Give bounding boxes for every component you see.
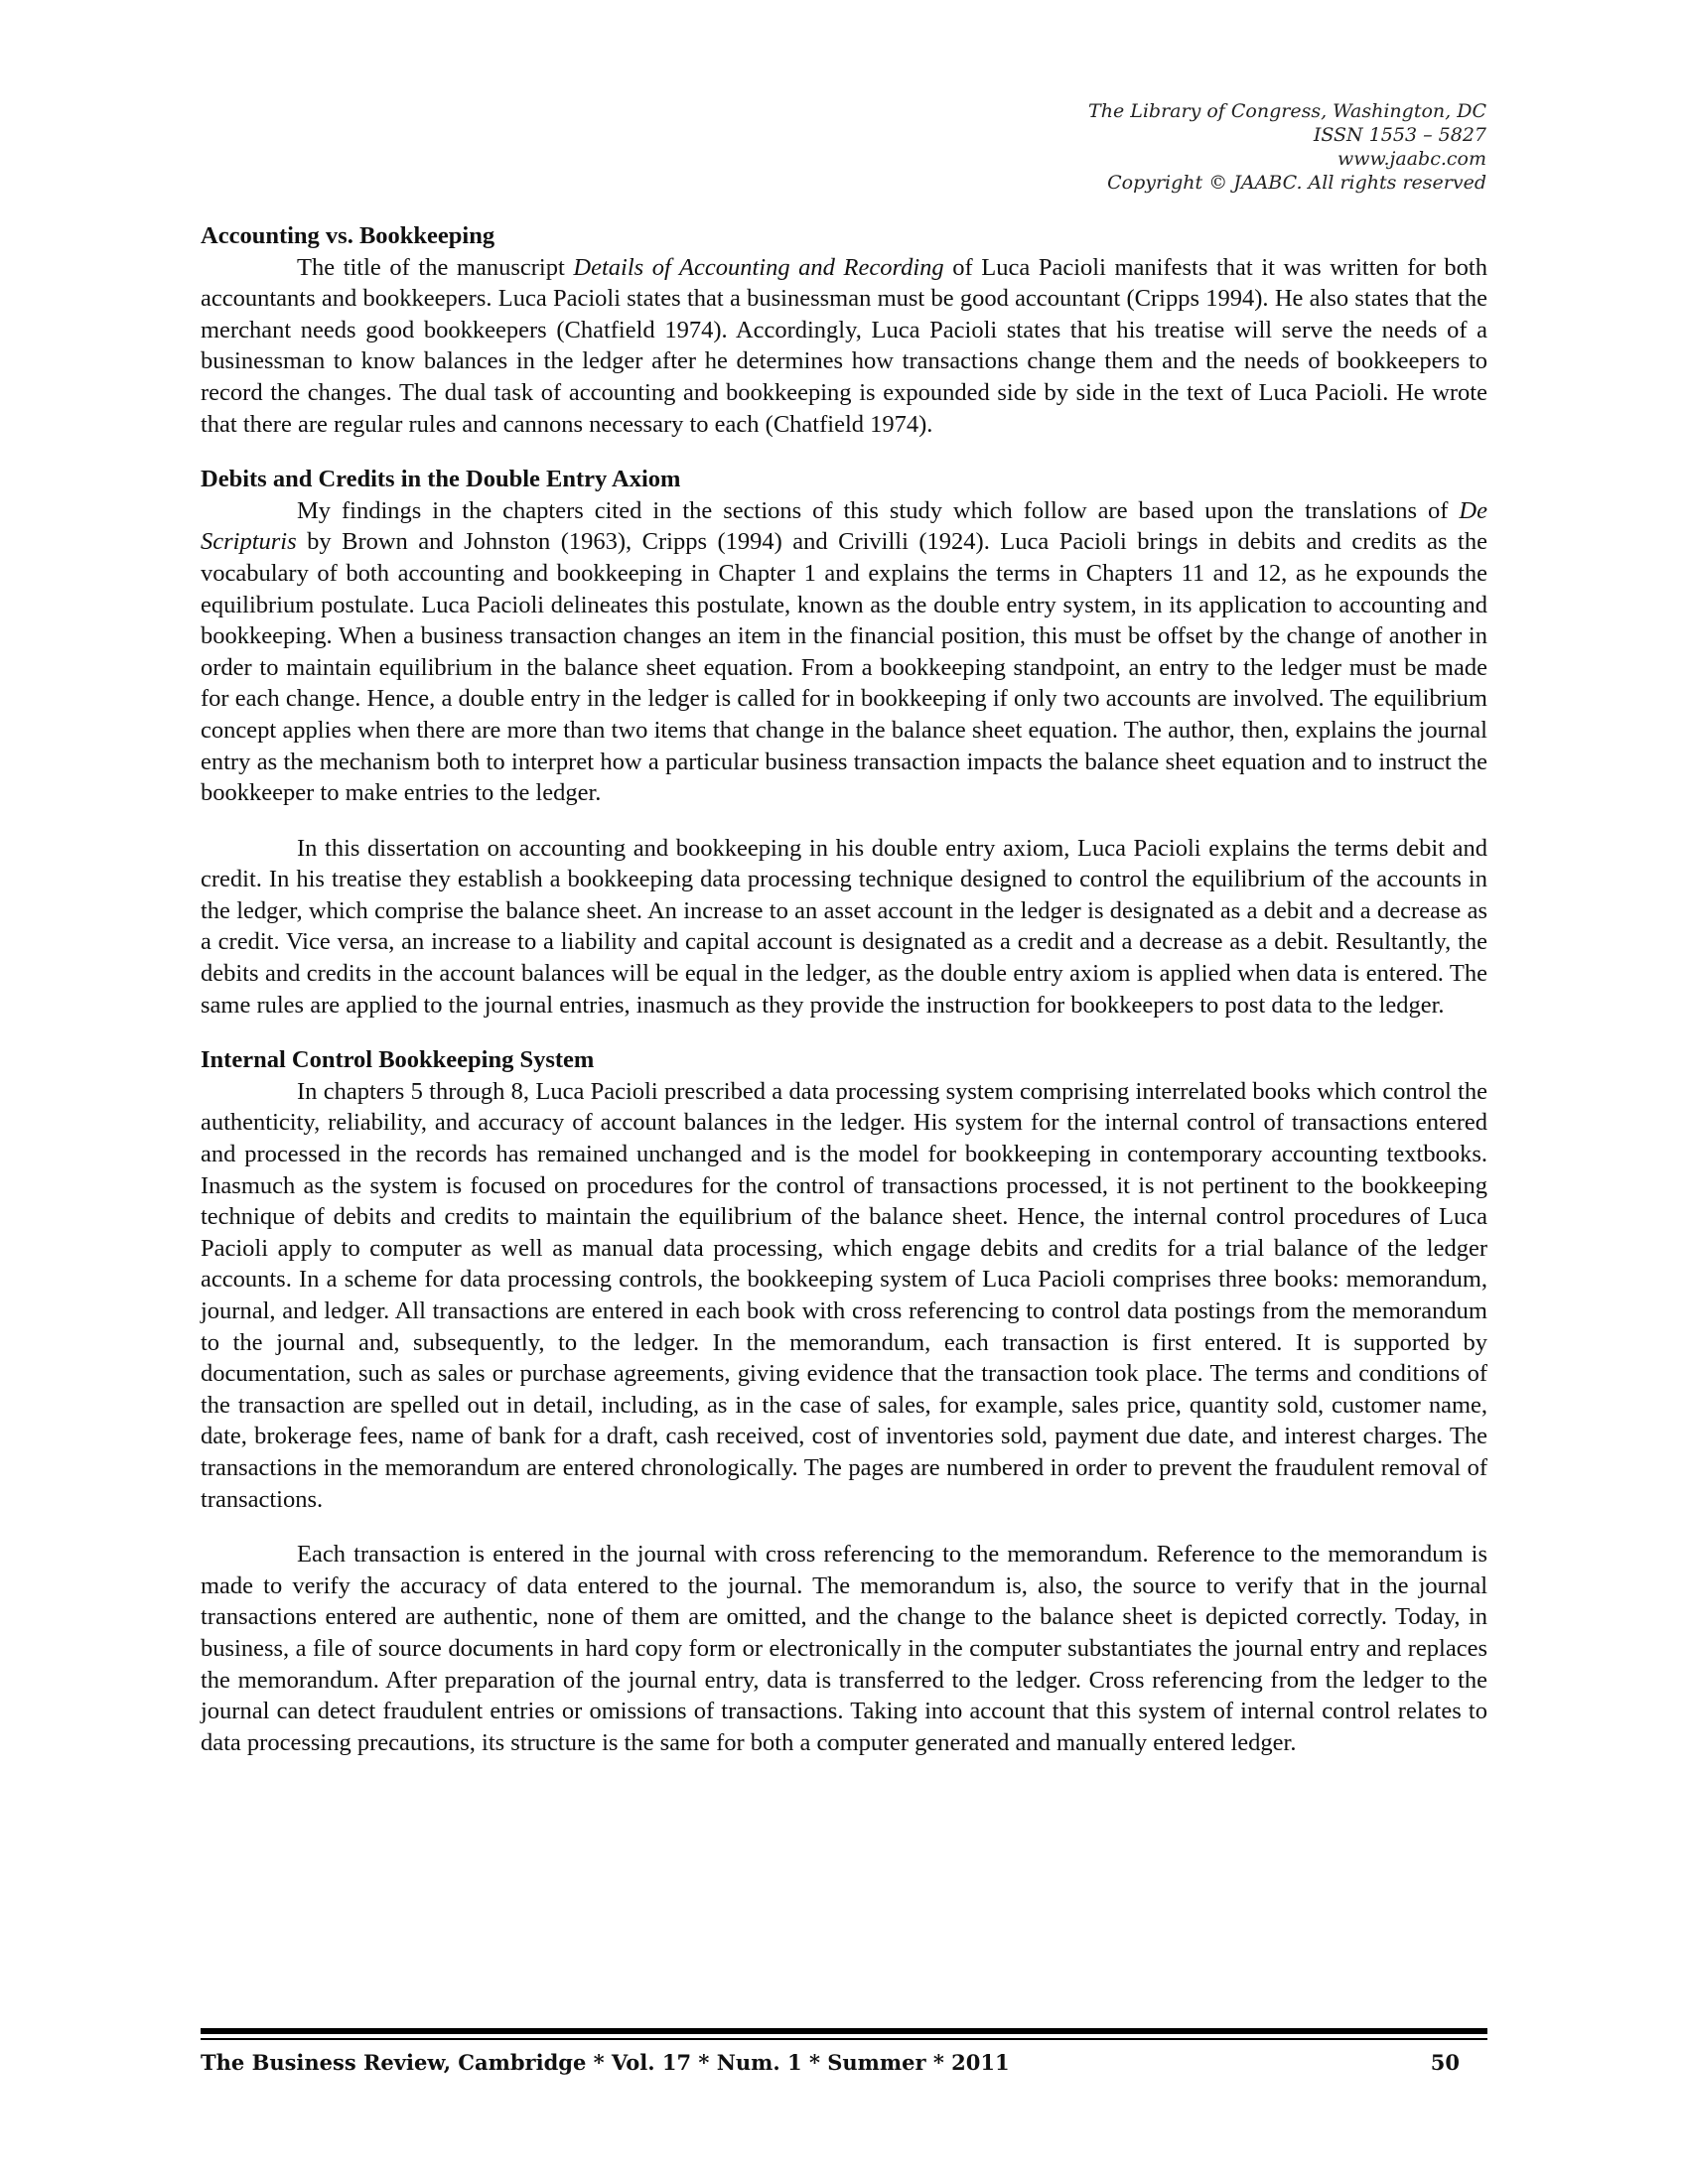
article-body [201, 220, 1487, 1758]
header-issn: ISSN 1553 – 5827 [1313, 124, 1486, 146]
running-header [1088, 99, 1486, 195]
paragraph-accounting-vs-bookkeeping [201, 252, 1487, 441]
text-run: My findings in the chapters cited in the sections of this study which follow are based upon the translations of [297, 496, 1460, 524]
section-heading-internal-control: Internal Control Bookkeeping System [201, 1046, 595, 1074]
paragraph-debits-credits-1 [201, 495, 1487, 809]
footer-rule-thin [201, 2038, 1487, 2040]
paragraph-internal-control-1: In chapters 5 through 8, Luca Pacioli prescribed a data processing system comprising interrelated books which control the authenticity, reliability, and accuracy of account balances in the ledger. His system for the internal control of transactions entered and processed in the records has remained unchanged and is the model for bookkeeping in contemporary accounting textbooks. Inasmuch as the system is focused on procedures for the control of transactions processed, it is not pertinent to the bookkeeping technique of debits and credits to maintain the equilibrium of the balance sheet. Hence, the internal control procedures of Luca Pacioli apply to computer as well as manual data processing, which engage debits and credits for a trial balance of the ledger accounts. In a scheme for data processing controls, the bookkeeping system of Luca Pacioli comprises three books: memorandum, journal, and ledger. All transactions are entered in each book with cross referencing to control data postings from the memorandum to the journal and, subsequently, to the ledger. In the memorandum, each transaction is first entered. It is supported by documentation, such as sales or purchase agreements, giving evidence that the transaction took place. The terms and conditions of the transaction are spelled out in detail, including, as in the case of sales, for example, sales price, quantity sold, customer name, date, brokerage fees, name of bank for a draft, cash received, cost of inventories sold, payment due date, and interest charges. The transactions in the memorandum are entered chronologically. The pages are numbered in order to prevent the fraudulent removal of transactions. [201, 1077, 1487, 1513]
footer-journal-citation: The Business Review, Cambridge * Vol. 17 * Num. 1 * Summer * 2011 [201, 2050, 1010, 2075]
header-copyright: Copyright © JAABC. All rights reserved [1107, 172, 1486, 194]
italic-title: De Scripturis [201, 496, 1487, 556]
paragraph-debits-credits-2: In this dissertation on accounting and bookkeeping in his double entry axiom, Luca Pacioli explains the terms debit and credit. In his treatise they establish a bookkeeping data processing technique designed to control the equilibrium of the accounts in the ledger, which comprise the balance sheet. An increase to an asset account in the ledger is designated as a debit and a decrease as a credit. Vice versa, an increase to a liability and capital account is designated as a credit and a decrease as a debit. Resultantly, the debits and credits in the account balances will be equal in the ledger, as the double entry axiom is applied when data is entered. The same rules are applied to the journal entries, inasmuch as they provide the instruction for bookkeepers to post data to the ledger. [201, 834, 1487, 1019]
header-website: www.jaabc.com [1336, 148, 1486, 170]
text-run: by Brown and Johnston (1963), Cripps (1994) and Crivilli (1924). Luca Pacioli brings in debits and credits as the vocabulary of both accounting and bookkeeping in Chapter 1 and explains the terms in Chapters 11 and 12, as he expounds the equilibrium postulate. Luca Pacioli delineates this postulate, known as the double entry system, in its application to accounting and bookkeeping. When a business transaction changes an item in the financial position, this must be offset by the change of another in order to maintain equilibrium in the balance sheet equation. From a bookkeeping standpoint, an entry to the ledger must be made for each change. Hence, a double entry in the ledger is called for in bookkeeping if only two accounts are involved. The equilibrium concept applies when there are more than two items that change in the balance sheet equation. The author, then, explains the journal entry as the mechanism both to interpret how a particular business transaction impacts the balance sheet equation and to instruct the bookkeeper to make entries to the ledger. [201, 528, 1487, 807]
header-library: The Library of Congress, Washington, DC [1088, 100, 1486, 122]
footer-rule-thick [201, 2028, 1487, 2034]
page-number: 50 [1430, 2050, 1460, 2075]
text-run: The title of the manuscript [297, 253, 574, 281]
paragraph-internal-control-2: Each transaction is entered in the journal with cross referencing to the memorandum. Reference to the memorandum is made to verify the accuracy of data entered to the journal. The memorandum is, also, the source to verify that in the journal transactions entered are authentic, none of them are omitted, and the change to the balance sheet is depicted correctly. Today, in business, a file of source documents in hard copy form or electronically in the computer substantiates the journal entry and replaces the memorandum. After preparation of the journal entry, data is transferred to the ledger. Cross referencing from the ledger to the journal can detect fraudulent entries or omissions of transactions. Taking into account that this system of internal control relates to data processing precautions, its structure is the same for both a computer generated and manually entered ledger. [201, 1541, 1487, 1756]
text-run: of Luca Pacioli manifests that it was written for both accountants and bookkeepers. Luca Pacioli states that a businessman must be good accountant (Cripps 1994). He also states that the merchant needs good bookkeepers (Chatfield 1974). Accordingly, Luca Pacioli states that his treatise will serve the needs of a businessman to know balances in the ledger after he determines how transactions change them and the needs of bookkeepers to record the changes. The dual task of accounting and bookkeeping is expounded side by side in the text of Luca Pacioli. He wrote that there are regular rules and cannons necessary to each (Chatfield 1974). [201, 253, 1487, 438]
section-heading-accounting-vs-bookkeeping: Accounting vs. Bookkeeping [201, 222, 495, 249]
italic-title: Details of Accounting and Recording [573, 253, 944, 281]
section-heading-debits-and-credits: Debits and Credits in the Double Entry Axiom [201, 466, 681, 493]
